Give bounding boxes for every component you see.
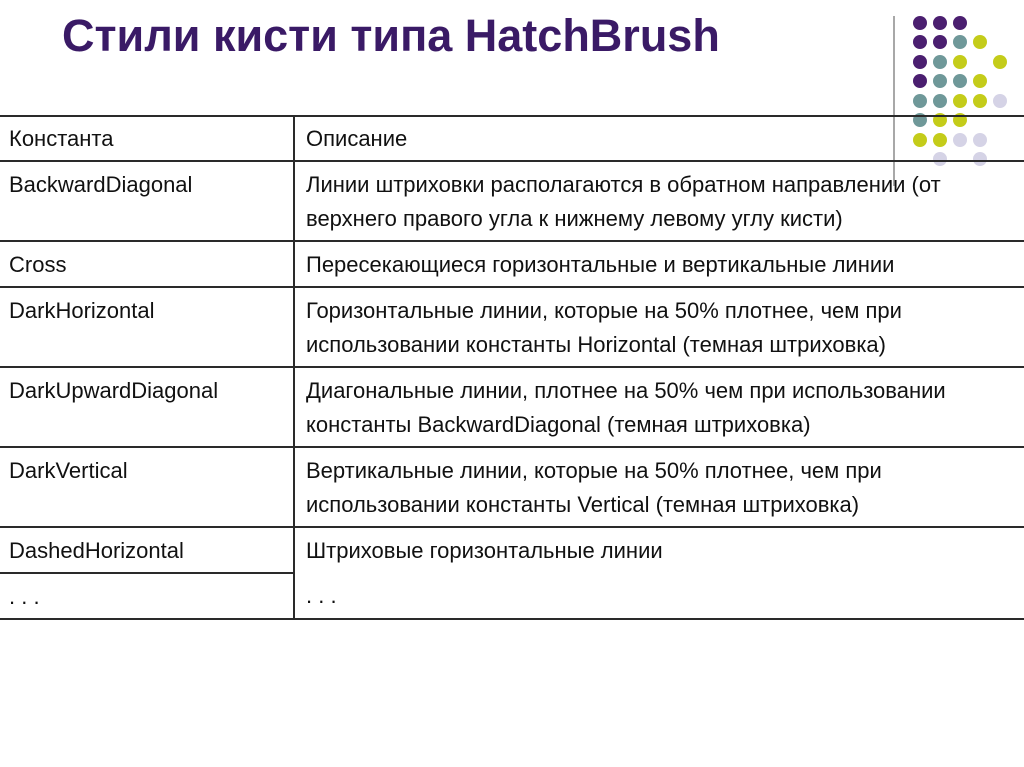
dot — [953, 35, 967, 49]
table-row — [0, 573, 1024, 619]
title-divider-line — [0, 115, 1024, 117]
table-row — [0, 367, 1024, 447]
constant-cell: DarkUpwardDiagonal — [0, 367, 294, 447]
dot — [913, 35, 927, 49]
description-cell: Вертикальные линии, которые на 50% плотнее, чем при использовании константы Vertical (темная штриховка) — [294, 447, 1024, 527]
slide-title: Стили кисти типа HatchBrush — [62, 10, 720, 61]
dot — [933, 16, 947, 30]
dot — [913, 16, 927, 30]
description-cell: Горизонтальные линии, которые на 50% плотнее, чем при использовании константы Horizontal (темная штриховка) — [294, 287, 1024, 367]
description-cell: Линии штриховки располагаются в обратном направлении (от верхнего правого угла к нижнему левому углу кисти) — [294, 161, 1024, 241]
dot — [913, 55, 927, 69]
table-row — [0, 161, 1024, 241]
constant-cell: Cross — [0, 241, 294, 287]
dot — [973, 35, 987, 49]
hatchbrush-styles-table — [0, 116, 1024, 620]
dot — [993, 55, 1007, 69]
dot — [953, 16, 967, 30]
description-cell: . . . — [294, 573, 1024, 619]
dot — [953, 74, 967, 88]
dot — [933, 94, 947, 108]
dot — [913, 94, 927, 108]
table-row — [0, 527, 1024, 573]
constant-cell: . . . — [0, 573, 294, 619]
constant-cell: DarkHorizontal — [0, 287, 294, 367]
dot — [913, 74, 927, 88]
header-constant: Константа — [0, 116, 294, 161]
dot — [933, 55, 947, 69]
table-row — [0, 241, 1024, 287]
description-cell: Штриховые горизонтальные линии — [294, 527, 1024, 573]
dot — [933, 35, 947, 49]
dot — [973, 74, 987, 88]
header-description: Описание — [294, 116, 1024, 161]
constant-cell: BackwardDiagonal — [0, 161, 294, 241]
table-row — [0, 447, 1024, 527]
dot — [953, 55, 967, 69]
dot — [973, 94, 987, 108]
dot — [953, 94, 967, 108]
table-row — [0, 287, 1024, 367]
description-cell: Диагональные линии, плотнее на 50% чем при использовании константы BackwardDiagonal (темная штриховка) — [294, 367, 1024, 447]
constant-cell: DarkVertical — [0, 447, 294, 527]
dot — [993, 94, 1007, 108]
dot — [933, 74, 947, 88]
description-cell: Пересекающиеся горизонтальные и вертикальные линии — [294, 241, 1024, 287]
constant-cell: DashedHorizontal — [0, 527, 294, 573]
table-header-row — [0, 116, 1024, 161]
